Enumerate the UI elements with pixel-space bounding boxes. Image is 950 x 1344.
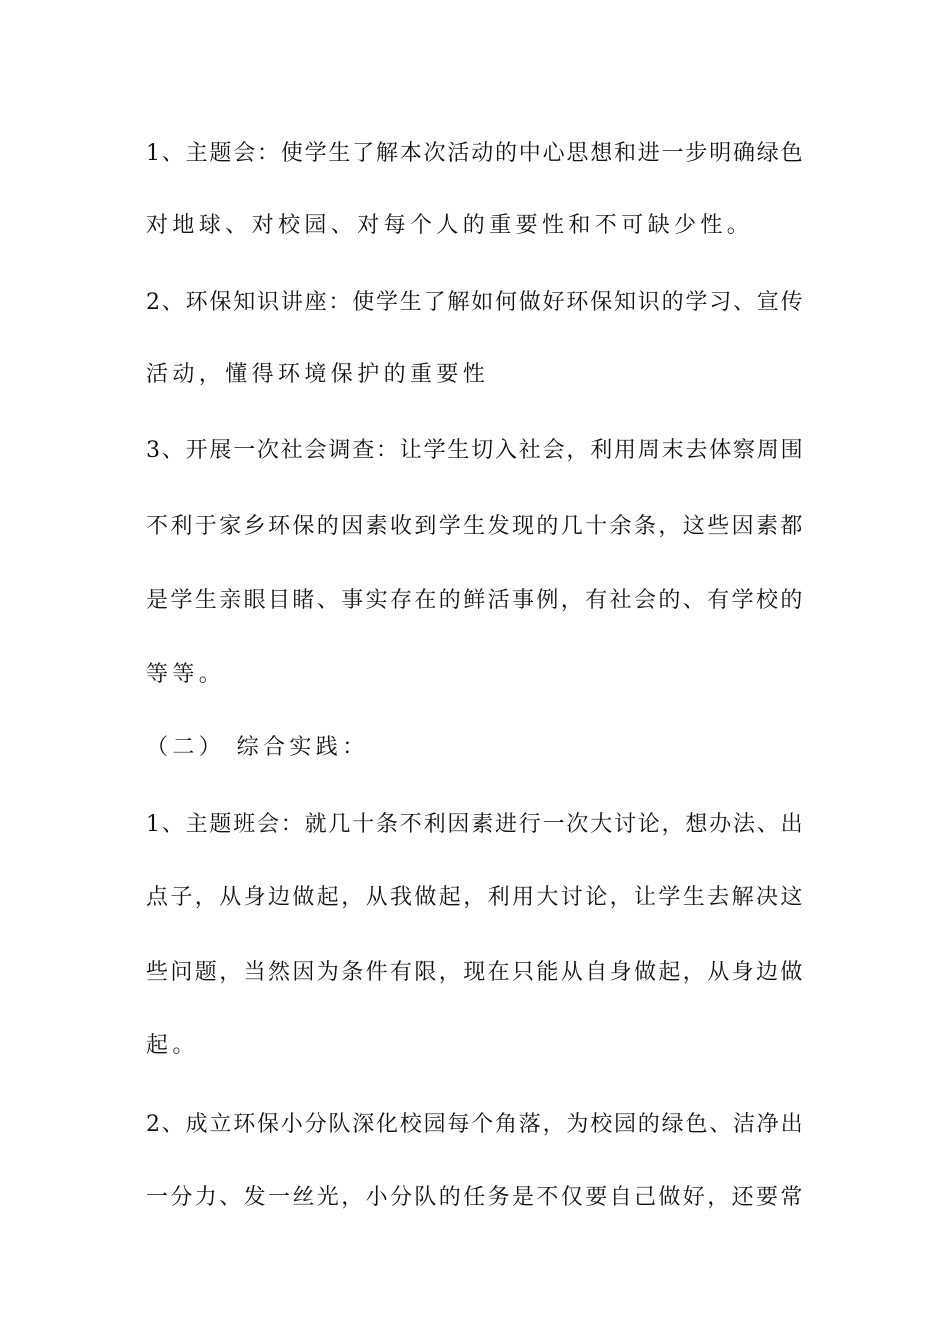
text-line-11: 点子，从身边做起，从我做起，利用大讨论，让学生去解决这: [146, 885, 805, 910]
text-line-1: 1、主题会：使学生了解本次活动的中心思想和进一步明确绿色: [146, 141, 805, 166]
text-line-10: 1、主题班会：就几十条不利因素进行一次大讨论，想办法、出: [146, 812, 805, 837]
text-line-12: 些问题，当然因为条件有限，现在只能从自身做起，从身边做: [146, 960, 805, 985]
section-heading: （二） 综合实践：: [146, 735, 369, 760]
text-line-8: 等等。: [146, 662, 226, 687]
text-line-4: 活动，懂得环境保护的重要性: [146, 362, 490, 387]
text-line-15: 一分力、发一丝光，小分队的任务是不仅要自己做好，还要常: [146, 1185, 805, 1210]
text-line-3: 2、环保知识讲座：使学生了解如何做好环保知识的学习、宣传: [146, 290, 805, 315]
text-line-2: 对地球、对校园、对每个人的重要性和不可缺少性。: [146, 213, 754, 238]
text-line-14: 2、成立环保小分队深化校园每个角落，为校园的绿色、洁净出: [146, 1112, 805, 1137]
text-line-5: 3、开展一次社会调查：让学生切入社会，利用周末去体察周围: [146, 438, 805, 463]
text-line-7: 是学生亲眼目睹、事实存在的鲜活事例，有社会的、有学校的: [146, 588, 805, 613]
text-line-13: 起。: [146, 1033, 199, 1058]
text-line-6: 不利于家乡环保的因素收到学生发现的几十余条，这些因素都: [146, 514, 805, 539]
